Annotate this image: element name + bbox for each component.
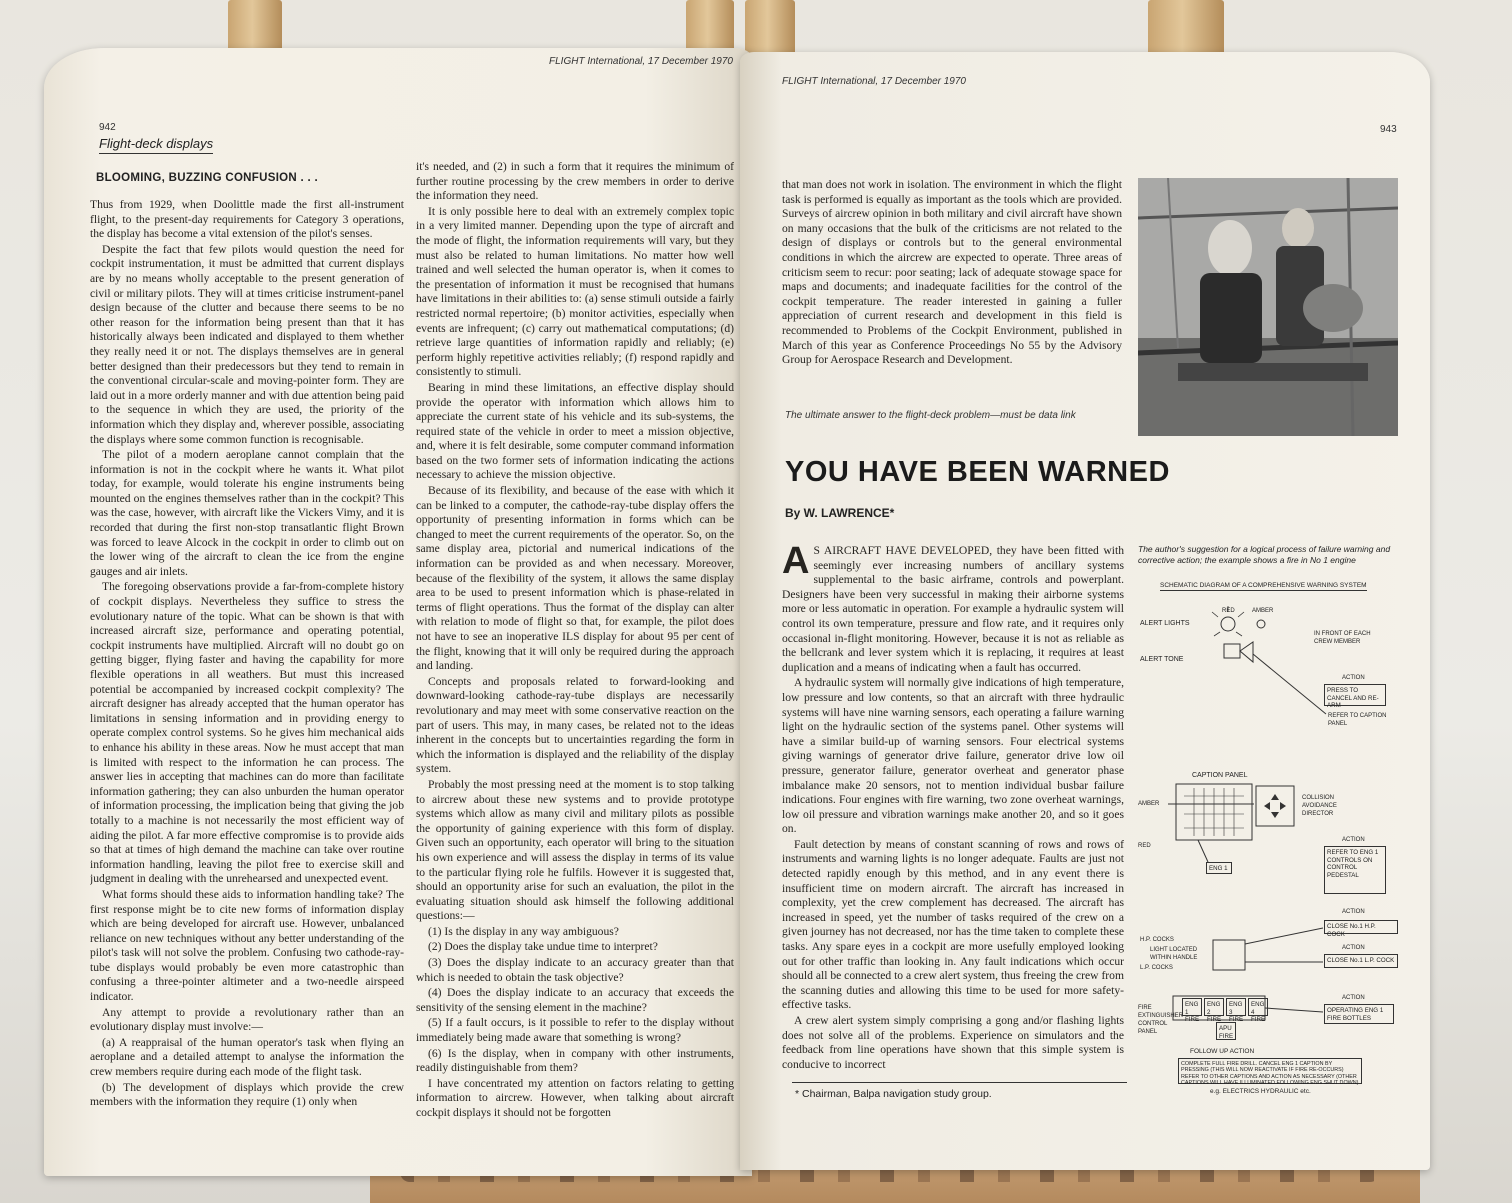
paragraph: Fault detection by means of constant scanning of rows and rows of instruments and warning lights is no longer adequate. Faults are just not detected rapidly enough by this method, and in any event there is insufficient time on modern aircraft. The aircraft has increased in complexity, yet the crew complement has decreased. The aircraft has increased in speed, yet the number of tasks required of the crew on a given journey has not decreased, nor has the time taken to complete these tasks. Any spare eyes in a cockpit are more usefully employed looking out for other traffic than looking in. Any fault indications which occur should all be connected to a crew alert system, thus freeing the crew from the scanning duties and allowing this time to be used for more safety-effective tasks. [782,837,1124,1012]
box-press-cancel: PRESS TO CANCEL AND RE-ARM [1324,684,1386,706]
right-body-column [782,544,1124,1078]
box-eng3-fire: ENG 3 FIRE [1226,998,1246,1016]
box-eng4-fire: ENG 4 FIRE [1248,998,1268,1016]
paragraph: A crew alert system simply comprising a gong and/or flashing lights does not solve all of the problems. Experience on simulators and the feedback from line operations have shown that this simple system is conducive to incorrect [782,1014,1124,1071]
paragraph-lead [782,544,1124,675]
easel-post-center-2 [745,0,795,60]
biplane-photo-illustration [1138,178,1398,436]
warning-system-diagram [1138,544,1408,1084]
left-column-2 [416,160,734,1166]
paragraph: Probably the most pressing need at the moment is to stop talking to aircrew about these new systems and to provide prototype systems which allow as many civil and military pilots as possible the opportunity of gaining experience with this form of display. Given such an opportunity, each operator will bring to the situation his own experience and will assess the display in terms of its value to the particular flying role he fulfils. However it is suggested that, should an opportunity arise for such an evaluation, the pilot in the evaluating situation should ask himself the following additional questions:— [416,777,734,923]
paragraph: It is only possible here to deal with an extremely complex topic in a very limited manner. Depending upon the type of aircraft and the mode of flight, the information requirements will vary, but they must also be related to human limitations. No matter how well trained and well selected the human operator is, when it comes to the presentation of information it must be recognised that humans have limitations in their abilities to: (a) sense stimuli outside a fairly restricted normal repertoire; (b) monitor activities, especially when events are infrequent; (c) carry out mathematical computations; (d) retrieve large quantities of information rapidly and reliably; (e) perform highly repetitive activities reliably; (f) respond rapidly and consistently to stimuli. [416,204,734,379]
paragraph: I have concentrated my attention on factors relating to getting information to aircrew. However, when talking about aircraft cockpit displays it should not be forgotten [416,1076,734,1119]
label-red: RED [1222,608,1235,614]
article-byline: By W. LAWRENCE* [785,506,895,520]
paragraph: (a) A reappraisal of the human operator's task when flying an aeroplane and a detailed attempt to analyse the information the crew members require during each mode of the flight task. [90,1035,404,1079]
label-refer-caption: REFER TO CAPTION PANEL [1328,713,1387,727]
box-close-lp: CLOSE No.1 L.P. COCK [1324,954,1398,968]
label-action-5: ACTION [1342,995,1365,1001]
box-follow-up-text: COMPLETE FULL FIRE DRILL. CANCEL ENG 1 CAPTION BY PRESSING (THIS WILL NOW REACTIVATE IF FIRE RE-OCCURS) REFER TO OTHER CAPTIONS AND ACTION AS NECESSARY (OTHER CAPTIONS WILL HAVE ILLUMINATED FOLLOWING ENG SHUT DOWN) [1178,1058,1362,1084]
paragraph: The pilot of a modern aeroplane cannot complain that the information is not in the cockpit where he wants it. What pilot today, for example, would tolerate his engine instruments being mounted on the engines themselves rather than in the cockpit? This was the case, however, with aircraft like the Vickers Vimy, and it is recorded that during the first non-stop transatlantic flight Brown was forced to leave Alcock in the cockpit in order to climb out on the lower wing of the aircraft to clean the ice from the engine gauges and air inlets. [90,448,404,578]
label-amber: AMBER [1252,608,1274,614]
question: (4) Does the display indicate to an accuracy that exceeds the sensitivity of the sensing element in the machine? [416,986,734,1014]
box-eng2-fire: ENG 2 FIRE [1204,998,1224,1016]
lead-text: S AIRCRAFT HAVE DEVELOPED, they have been fitted with seemingly ever increasing numbers of ancillary systems supplemental to the basic airframe, controls and powerplant. Designers have been very successful in making their airborne systems more or less automatic in operation. For example a hydraulic system will control its own temperature, pressure and flow rate, and it requires only occasional in-flight monitoring. However, because it is not as reliable as the bellcrank and lever system which it is replacing, it requires at least duplication and a means of indicating when a fault has occurred. [782,544,1124,674]
footnote-rule [792,1082,1127,1083]
paragraph: Because of its flexibility, and because of the ease with which it can be linked to a computer, the cathode-ray-tube display offers the opportunity of presenting information in forms which can be changed to meet the current requirements of the operator. So, on the same display area, pictorial and numerical indications of the information can be provided as and when necessary. Moreover, because of the flexibility of the system, it allows the same display area to be used to present information which is phase-related in terms of flight operations. Thus the format of the display can alter with relation to mode of flight so that, for example, the pilot does not have to see an inoperative ILS display for about 95 per cent of the flight, knowing that it will only be required during the approach and landing. [416,484,734,673]
photo-caption: The ultimate answer to the flight-deck problem—must be data link [785,410,1076,421]
paragraph: Despite the fact that few pilots would question the need for cockpit instrumentation, it must be admitted that current displays are by no means wholly acceptable to the present generation of civil or military pilots. They will at times criticise instrument-panel design because of the clutter and because there seems to be no other reason for the information being present than that it has historically always been indicated and displayed to them whether they really need it or not. The displays themselves are in general better designed than their predecessors but they tend to remain in the conventional circular-scale and moving-pointer form. They are laid out in a more orderly manner and with due attention being paid to the sequence in which they are used, the priority of the information which they display and, wherever possible, associating the displays where some common function is recognisable. [90,242,404,446]
historic-photo [1138,178,1398,436]
right-page-header: FLIGHT International, 17 December 1970 [782,76,966,87]
subhead: BLOOMING, BUZZING CONFUSION . . . [96,172,319,184]
label-fire-ext: FIRE EXTINGUISHER CONTROL PANEL [1138,1005,1184,1035]
right-top-column [782,178,1122,404]
label-alert-tone: ALERT TONE [1140,656,1184,663]
label-action-4: ACTION [1342,945,1365,951]
paragraph: What forms should these aids to information handling take? The first response might be to cite new forms of information display which are being developed for aircraft use. However, unbalanced reliance on new techniques without any better understanding of the pilot's task will not solve the problem. Confusing two cathode-ray-tube displays would probably be even more catastrophic than confusing a three-pointer altimeter and a two-needle airspeed indicator. [90,887,404,1004]
paragraph: Thus from 1929, when Doolittle made the first all-instrument flight, to the present-day requirements for Category 3 operations, the display has become a vital extension of the pilot's senses. [90,198,404,241]
left-page-header: FLIGHT International, 17 December 1970 [549,56,733,67]
box-operating: OPERATING ENG 1 FIRE BOTTLES [1324,1004,1394,1024]
label-lp-cocks: L.P. COCKS [1140,965,1173,971]
label-action-3: ACTION [1342,909,1365,915]
diagram-title: SCHEMATIC DIAGRAM OF A COMPREHENSIVE WARNING SYSTEM [1160,582,1367,589]
paragraph: Bearing in mind these limitations, an effective display should provide the operator with information which allows him to appreciate the current state of his vehicle and its sub-systems, the required state of the vehicle in order to meet a mission objective, and, where it is felt desirable, some computer command information based on the two former sets of information indicating the actions necessary to achieve the mission objective. [416,380,734,482]
label-red-2: RED [1138,843,1151,849]
box-apu-fire: APU FIRE [1216,1022,1236,1040]
right-page [740,52,1430,1170]
label-action-2: ACTION [1342,837,1365,843]
box-refer-eng: REFER TO ENG 1 CONTROLS ON CONTROL PEDESTAL [1324,846,1386,894]
paragraph: Any attempt to provide a revolutionary rather than an evolutionary display must involve:— [90,1005,404,1034]
label-alert-lights: ALERT LIGHTS [1140,620,1190,627]
box-eng1: ENG 1 [1206,862,1232,874]
label-collision: COLLISION AVOIDANCE DIRECTOR [1302,795,1337,817]
drop-cap: A [782,544,810,582]
label-light-handle: LIGHT LOCATED WITHIN HANDLE [1150,947,1198,961]
box-close-hp: CLOSE No.1 H.P. COCK [1324,920,1398,934]
easel-post-right [1148,0,1224,60]
label-in-front: IN FRONT OF EACH CREW MEMBER [1314,631,1371,645]
paragraph: it's needed, and (2) in such a form that it requires the minimum of further routine processing by the crew members in order to derive the information they need. [416,160,734,203]
box-eng1-fire: ENG 1 FIRE [1182,998,1202,1016]
question: (2) Does the display take undue time to interpret? [428,940,658,954]
paragraph: that man does not work in isolation. The environment in which the flight task is performed is equally as important as the tools which are provided. Surveys of aircrew opinion in both military and civil aircraft have shown on many occasions that the bulk of the criticisms are not related to the design of displays or controls but to the general environmental conditions in which the aircrew are expected to operate. Three areas of criticism seem to recur: poor seating; lack of adequate stowage space for maps and documents; and inadequate facilities for the control of the cockpit temperature. The reader interested in gaining a fuller appreciation of current research and development in this field is recommended to Problems of the Cockpit Environment, published in March of this year as Conference Proceedings No 55 by the Advisory Group for Aerospace Research and Development. [782,178,1122,367]
diagram-caption: The author's suggestion for a logical process of failure warning and corrective action; the example shows a fire in No 1 engine [1138,544,1391,565]
label-action-1: ACTION [1342,675,1365,681]
paragraph: Concepts and proposals related to forward-looking and downward-looking cathode-ray-tube displays are necessarily revolutionary and may meet with some conservative reaction on the part of users. This may, in many cases, be related not to the ideas inherent in the concepts but to uncertainties regarding the form in which the information is displayed and the reliability of the display system. [416,674,734,776]
left-page-number: 942 [99,122,116,133]
label-hp-cocks: H.P. COCKS [1140,937,1174,943]
question: (5) If a fault occurs, is it possible to refer to the display without immediately being made aware that something is wrong? [416,1016,734,1045]
article-title: YOU HAVE BEEN WARNED [785,456,1170,488]
footnote: * Chairman, Balpa navigation study group. [795,1088,992,1100]
paragraph: (b) The development of displays which provide the crew members with the information they require (1) only when [90,1080,404,1109]
paragraph: The foregoing observations provide a far-from-complete history of cockpit displays. Nevertheless they suffice to stress the evolutionary nature of the topic. What can be shown is that with increased aircraft size, performance and operating potential, cockpit instruments have multiplied. Aircraft will no doubt go on getting bigger, flying faster and having the capability for more flexible operations in all weathers. But must this increased potential be accompanied by increased cockpit complexity? The aircraft designer has already accepted that the human operator has limitations in sensing information and in providing energy to operate complex control systems. So he gives him mechanical aids to enhance his ability in these areas. Now he must accept that man is limited with respect to the information he can process. The answer lies in accepting that machines can do more than facilitate information gathering; they can also unburden the human operator of information processing, the implication being that giving the job totally to a machine is not necessarily the most efficient way of aiding the pilot. A far more effective compromise is to provide aids so that at times of high demand the machine can take over routine information handling, leaving the pilot free to exercise skill and judgment in dealing with the unrehearsed and unexpected event. [90,580,404,886]
paragraph: A hydraulic system will normally give indications of high temperature, low pressure and low contents, so that an aircraft with three hydraulic systems will have nine warning sensors, each operating a failure warning light on the hydraulic section of the systems panel. Other systems will have a similar build-up of warning sensors. Four electrical systems giving warnings of generator drive failure, generator drive low oil pressure, generator failure, generator overheat and generator phase imbalance make 20 sensors, not to mention individual busbar failure indications. Four engines with fire warning, two zone overheat warnings, low oil pressure and vibration warnings make another 20, and so it goes on. [782,676,1124,836]
label-follow-up: FOLLOW UP ACTION [1190,1048,1255,1055]
label-amber-2: AMBER [1138,801,1160,807]
left-column-1 [90,198,404,1168]
question: (6) Is the display, when in company with other instruments, readily distinguishable from them? [416,1046,734,1075]
question: (1) Is the display in any way ambiguous? [428,924,619,938]
right-page-number: 943 [1380,124,1397,135]
section-title: Flight-deck displays [99,136,213,154]
label-caption-panel: CAPTION PANEL [1192,772,1248,779]
left-page [44,48,752,1176]
label-eg: e.g. ELECTRICS HYDRAULIC etc. [1210,1088,1311,1095]
question: (3) Does the display indicate to an accuracy greater than that which is needed to obtain the task objective? [416,956,734,984]
